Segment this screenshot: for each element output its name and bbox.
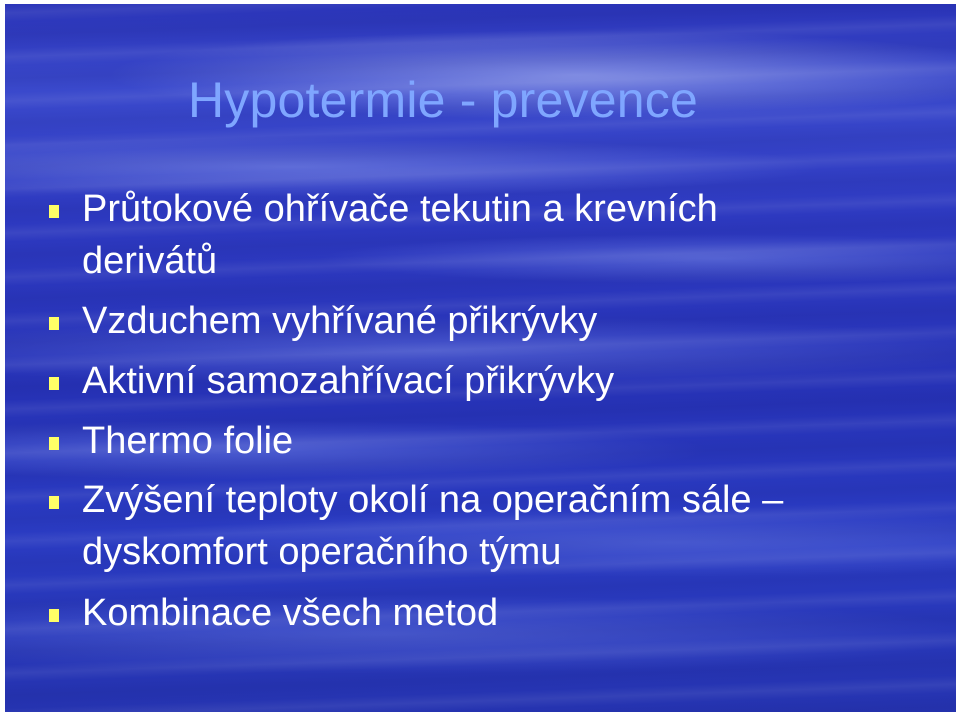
- bullet-text: Aktivní samozahřívací přikrývky: [82, 360, 615, 402]
- square-bullet-icon: [49, 205, 59, 218]
- square-bullet-icon: [49, 377, 59, 390]
- bullet-text-continuation: derivátů: [82, 240, 218, 282]
- square-bullet-icon: [49, 317, 59, 330]
- slide-title: Hypotermie - prevence: [188, 72, 698, 128]
- square-bullet-icon: [49, 496, 59, 509]
- bullet-text: Zvýšení teploty okolí na operačním sále –: [82, 479, 784, 521]
- square-bullet-icon: [49, 437, 59, 450]
- bullet-text: Thermo folie: [82, 420, 294, 462]
- bullet-text: Vzduchem vyhřívané přikrývky: [82, 300, 598, 342]
- bullet-text: Průtokové ohřívače tekutin a krevních: [82, 188, 718, 230]
- bullet-text-continuation: dyskomfort operačního týmu: [82, 531, 562, 573]
- slide: [5, 4, 956, 712]
- square-bullet-icon: [49, 609, 59, 622]
- bullet-text: Kombinace všech metod: [82, 592, 499, 634]
